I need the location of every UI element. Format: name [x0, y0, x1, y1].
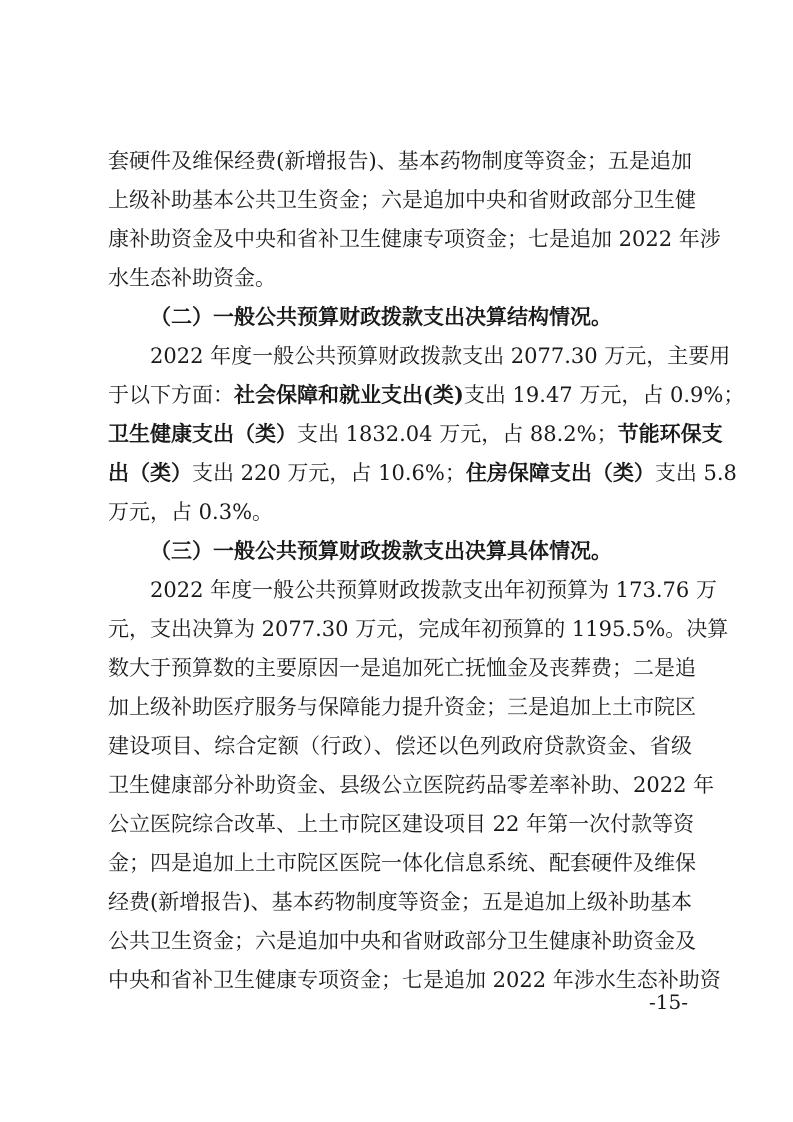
text-line: 上级补助基本公共卫生资金；六是追加中央和省财政部分卫生健	[108, 188, 696, 212]
bold-category: 节能环保支	[617, 421, 723, 446]
text-line: 公立医院综合改革、上土市院区建设项目 22 年第一次付款等资	[108, 812, 695, 836]
page-number: -15-	[649, 990, 688, 1014]
text-line: 套硬件及维保经费(新增报告)、基本药物制度等资金；五是追加	[108, 149, 692, 173]
text-line: 中央和省补卫生健康专项资金；七是追加 2022 年涉水生态补助资	[108, 968, 721, 992]
text-line: 公共卫生资金；六是追加中央和省财政部分卫生健康补助资金及	[108, 929, 696, 953]
text-line	[108, 380, 745, 410]
section-heading-2: （二）一般公共预算财政拨款支出决算结构情况。	[150, 304, 612, 329]
text-line: 加上级补助医疗服务与保障能力提升资金；三是追加上土市院区	[108, 695, 696, 719]
text-line	[108, 419, 723, 449]
section-heading-3: （三）一般公共预算财政拨款支出决算具体情况。	[150, 538, 612, 563]
text-run: 于以下方面：	[108, 383, 234, 407]
text-run: 支出 1832.04 万元，	[297, 422, 503, 446]
text-line: 水生态补助资金。	[108, 266, 276, 290]
text-run: 占 88.2%；	[502, 422, 618, 446]
bold-category: 住房保障支出（类）	[465, 460, 655, 485]
text-run: 支出 220 万元，占 10.6%；	[192, 461, 466, 485]
bold-category: 出（类）	[108, 460, 192, 485]
text-line: 2022 年度一般公共预算财政拨款支出 2077.30 万元，主要用	[150, 344, 731, 368]
text-line: 元，支出决算为 2077.30 万元，完成年初预算的 1195.5%。决算	[108, 617, 729, 641]
text-line: 万元，占 0.3%。	[108, 500, 274, 524]
text-line	[108, 458, 737, 488]
bold-category: 卫生健康支出（类）	[108, 421, 297, 446]
text-run: 支出 5.8	[654, 461, 737, 485]
text-line: 数大于预算数的主要原因一是追加死亡抚恤金及丧葬费；二是追	[108, 656, 696, 680]
text-line: 康补助资金及中央和省补卫生健康专项资金；七是追加 2022 年涉	[108, 227, 721, 251]
text-line: 卫生健康部分补助资金、县级公立医院药品零差率补助、2022 年	[108, 773, 715, 797]
text-line: 2022 年度一般公共预算财政拨款支出年初预算为 173.76 万	[150, 578, 717, 602]
text-run: 支出 19.47 万元，占 0.9%；	[463, 383, 745, 407]
bold-category: 社会保障和就业支出(类)	[234, 382, 464, 407]
text-line: 经费(新增报告)、基本药物制度等资金；五是追加上级补助基本	[108, 890, 692, 914]
text-line: 建设项目、综合定额（行政）、偿还以色列政府贷款资金、省级	[108, 734, 692, 758]
text-line: 金；四是追加上土市院区医院一体化信息系统、配套硬件及维保	[108, 851, 696, 875]
